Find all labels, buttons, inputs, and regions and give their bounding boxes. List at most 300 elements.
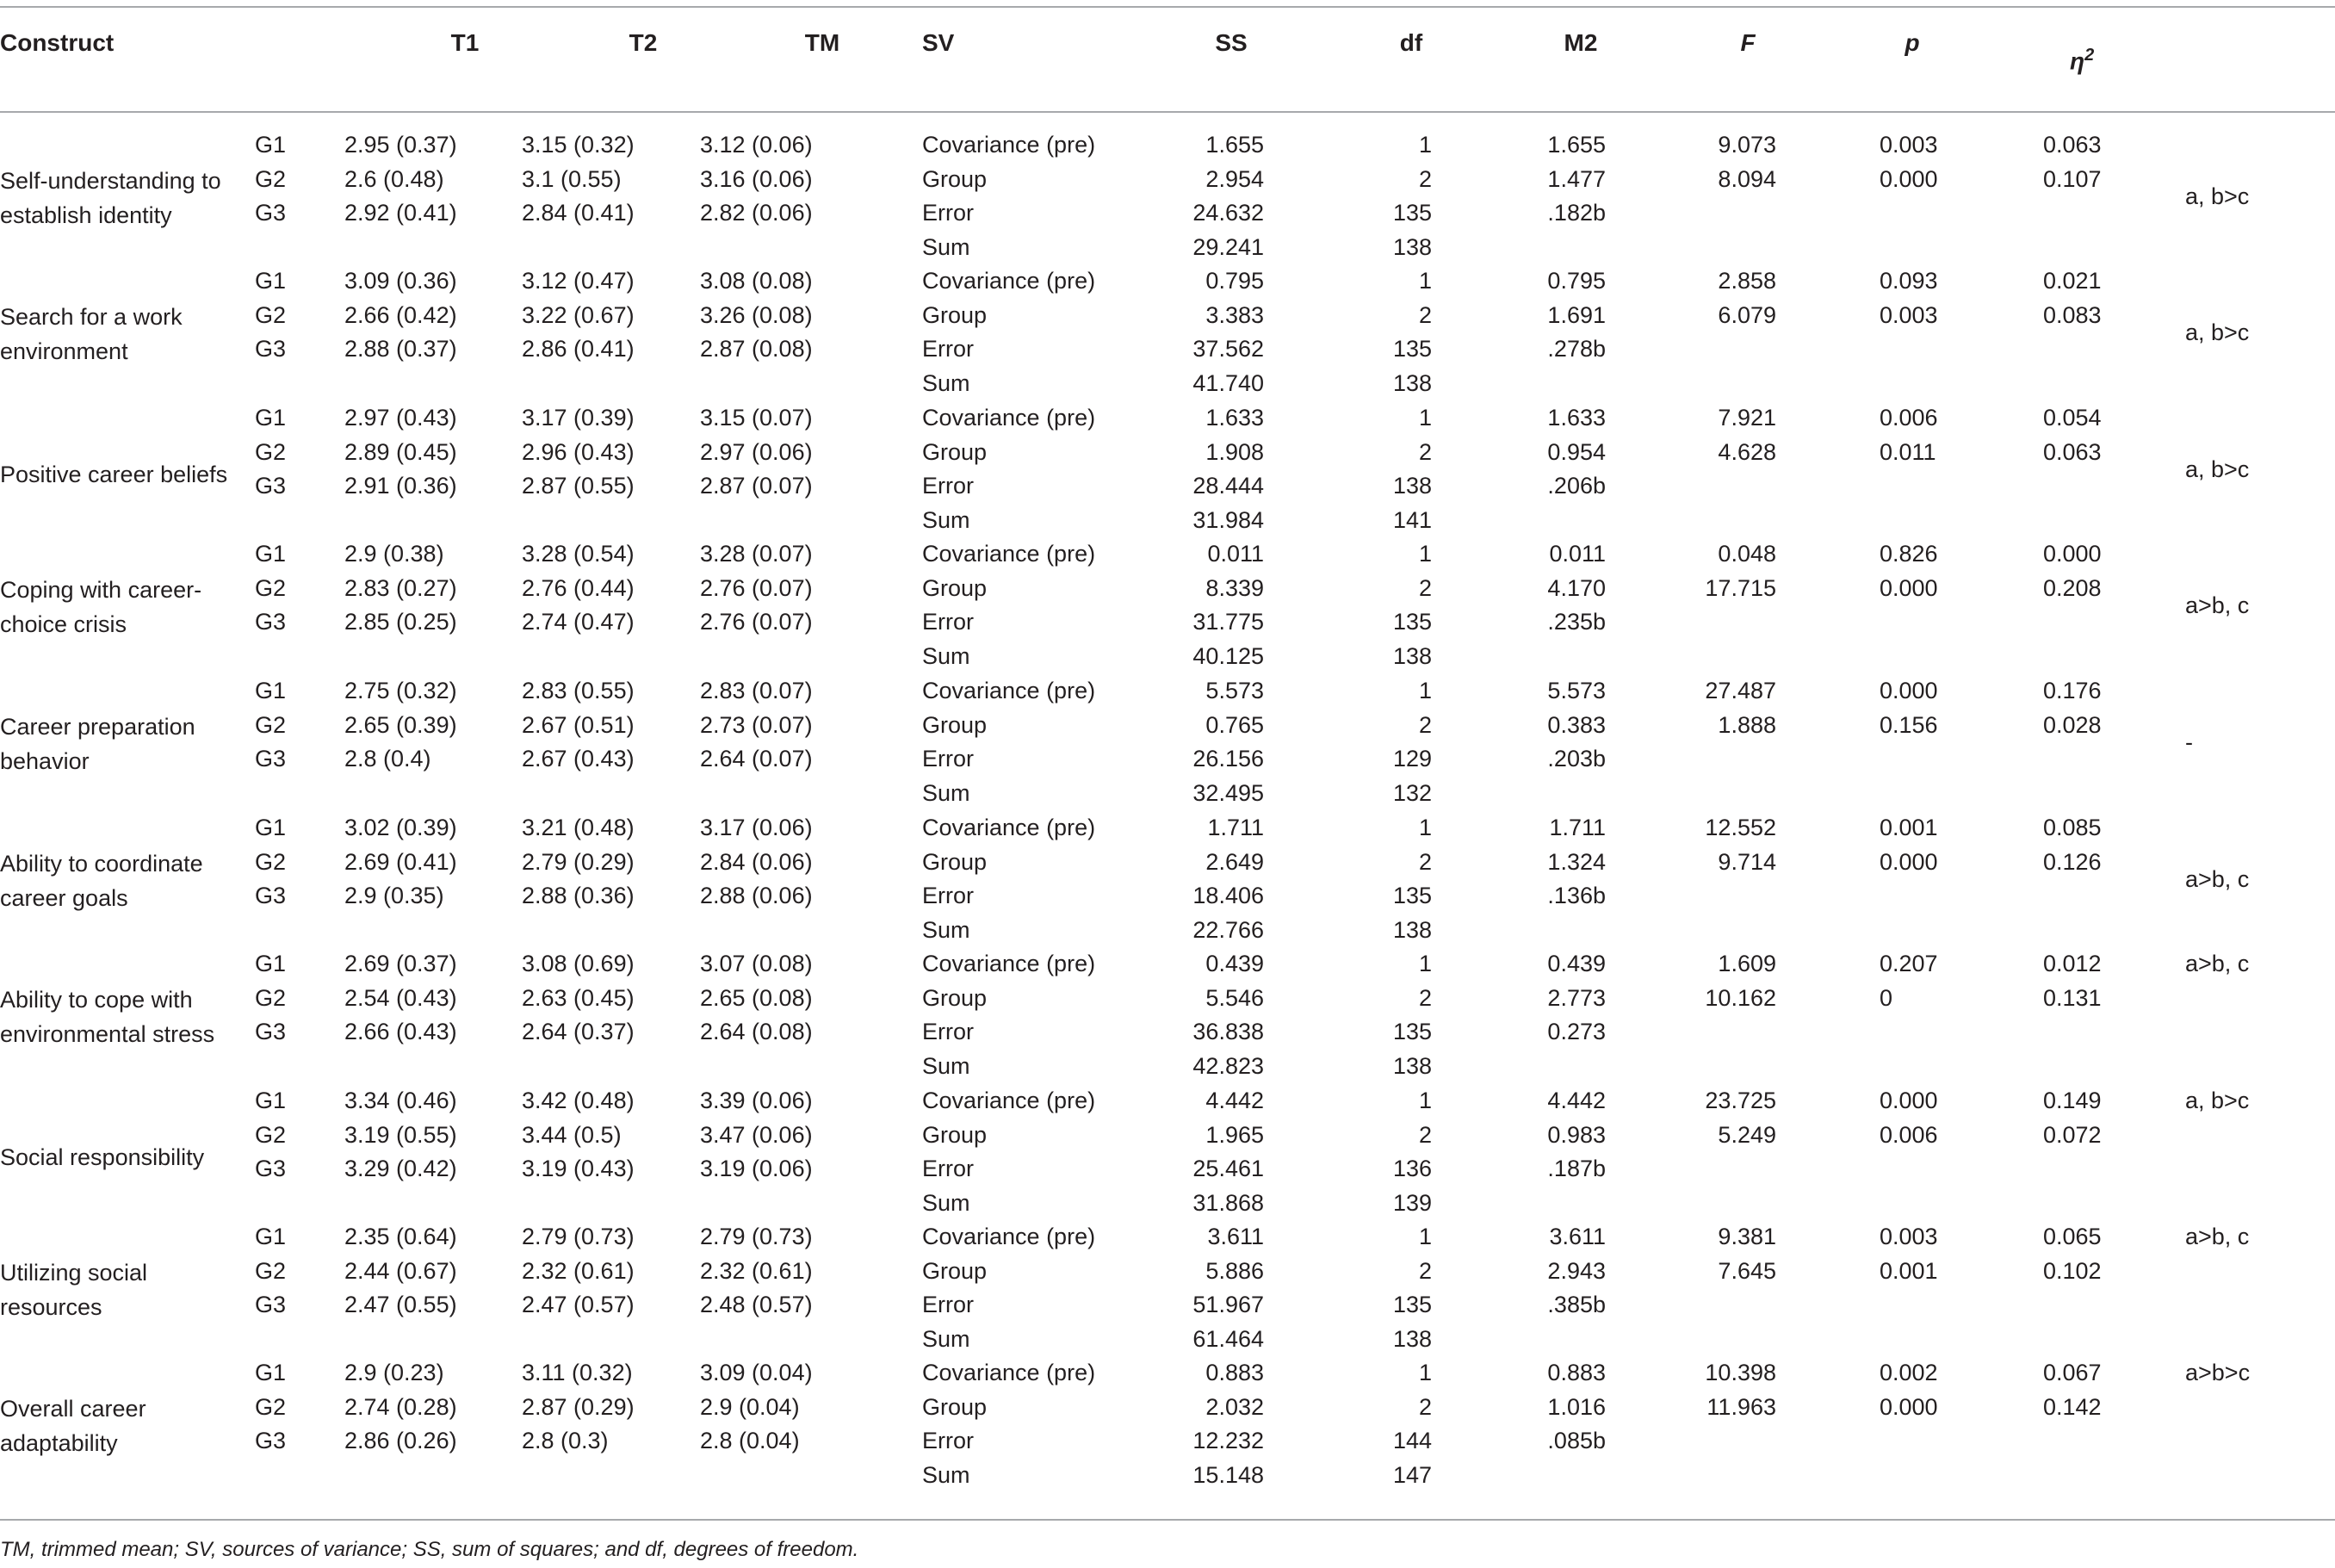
construct-line: environment: [0, 338, 128, 365]
t2-value: 2.86 (0.41): [522, 336, 635, 363]
ss-value: 29.241: [1192, 234, 1264, 261]
t1-value: 2.8 (0.4): [344, 746, 431, 772]
m2-value: 4.442: [1547, 1088, 1606, 1113]
df-value: 135: [1392, 1292, 1432, 1318]
ss-value: 3.611: [1207, 1224, 1264, 1249]
t1-value: 2.54 (0.43): [344, 984, 457, 1011]
t2-value: 3.08 (0.69): [522, 951, 635, 976]
ss-value: 40.125: [1192, 643, 1264, 670]
group-id: G3: [255, 1019, 287, 1045]
group-id: G3: [255, 1428, 287, 1454]
t1-value: 2.85 (0.25): [344, 609, 457, 635]
df-value: 135: [1392, 336, 1432, 363]
t1-value: 2.88 (0.37): [344, 336, 457, 363]
eta-value: 0.102: [2043, 1257, 2102, 1284]
m2-value: 1.711: [1549, 815, 1606, 840]
sv-label: Covariance (pre): [922, 405, 1096, 431]
t2-value: 3.19 (0.43): [522, 1156, 635, 1182]
tm-value: 2.83 (0.07): [700, 678, 813, 703]
m2-value: 0.011: [1549, 541, 1606, 567]
group-id: G2: [255, 711, 287, 738]
eta-value: 0.176: [2043, 678, 2102, 703]
group-id: G1: [255, 1360, 287, 1385]
group-id: G1: [255, 541, 287, 567]
eta-value: 0.012: [2043, 951, 2102, 976]
p-value: 0: [1880, 984, 1893, 1011]
tm-value: 3.39 (0.06): [700, 1088, 813, 1113]
m2-value: 1.016: [1547, 1393, 1606, 1420]
sv-label: Sum: [922, 234, 970, 261]
construct-line: Social responsibility: [0, 1144, 205, 1171]
sv-label: Error: [922, 200, 974, 226]
f-value: 8.094: [1718, 165, 1776, 192]
sv-label: Covariance (pre): [922, 541, 1096, 567]
sv-label: Group: [922, 848, 988, 875]
construct-line: Utilizing social: [0, 1260, 148, 1286]
ss-value: 31.868: [1192, 1190, 1264, 1217]
t1-value: 2.83 (0.27): [344, 574, 457, 601]
construct-label: [0, 1391, 146, 1460]
ss-value: 51.967: [1192, 1292, 1264, 1318]
posthoc-result: a, b>c: [2185, 1088, 2250, 1113]
m2-value: .182b: [1547, 200, 1606, 226]
header-t1: T1: [450, 29, 480, 56]
eta-value: 0.000: [2043, 541, 2102, 567]
ss-value: 31.984: [1192, 507, 1264, 534]
m2-value: 0.795: [1547, 268, 1606, 294]
sv-label: Error: [922, 1428, 974, 1454]
t1-value: 3.34 (0.46): [344, 1088, 457, 1113]
tm-value: 3.15 (0.07): [700, 405, 813, 431]
df-value: 147: [1392, 1462, 1432, 1489]
sv-label: Covariance (pre): [922, 1360, 1096, 1385]
ss-value: 4.442: [1205, 1088, 1264, 1113]
t1-value: 2.47 (0.55): [344, 1292, 457, 1318]
f-value: 12.552: [1705, 815, 1776, 840]
df-value: 1: [1418, 268, 1432, 294]
eta-superscript: 2: [2084, 46, 2095, 65]
tm-value: 2.9 (0.04): [700, 1393, 800, 1420]
tm-value: 2.97 (0.06): [700, 438, 813, 465]
m2-value: 0.983: [1547, 1121, 1606, 1148]
t1-value: 3.19 (0.55): [344, 1121, 457, 1148]
m2-value: 1.655: [1547, 132, 1606, 158]
sv-label: Error: [922, 1292, 974, 1318]
sv-label: Covariance (pre): [922, 815, 1096, 840]
construct-line: Positive career beliefs: [0, 462, 228, 488]
tm-value: 2.88 (0.06): [700, 883, 813, 909]
df-value: 2: [1418, 438, 1432, 465]
f-value: 9.073: [1718, 132, 1776, 158]
sv-label: Error: [922, 883, 974, 909]
group-id: G1: [255, 405, 287, 431]
df-value: 138: [1392, 1053, 1432, 1080]
sv-label: Group: [922, 984, 988, 1011]
construct-line: Overall career: [0, 1396, 146, 1422]
group-id: G2: [255, 1393, 287, 1420]
df-value: 2: [1418, 301, 1432, 328]
df-value: 1: [1418, 678, 1432, 703]
df-value: 136: [1392, 1156, 1432, 1182]
eta-value: 0.028: [2043, 711, 2102, 738]
header-tm: TM: [804, 29, 840, 56]
t2-value: 2.64 (0.37): [522, 1019, 635, 1045]
construct-label: [0, 457, 227, 492]
group-id: G3: [255, 1292, 287, 1318]
p-value: 0.000: [1880, 848, 1938, 875]
df-value: 1: [1418, 815, 1432, 840]
construct-line: career goals: [0, 885, 128, 912]
header-p: p: [1905, 29, 1920, 56]
eta-value: 0.065: [2043, 1224, 2102, 1249]
df-value: 138: [1392, 473, 1432, 499]
t1-value: 2.75 (0.32): [344, 678, 457, 703]
t2-value: 2.47 (0.57): [522, 1292, 635, 1318]
t2-value: 2.84 (0.41): [522, 200, 635, 226]
tm-value: 3.28 (0.07): [700, 541, 813, 567]
construct-line: adaptability: [0, 1430, 118, 1457]
group-id: G1: [255, 678, 287, 703]
tm-value: 2.48 (0.57): [700, 1292, 813, 1318]
ss-value: 0.765: [1205, 711, 1264, 738]
t2-value: 2.87 (0.55): [522, 473, 635, 499]
p-value: 0.003: [1880, 301, 1938, 328]
sv-label: Group: [922, 1121, 988, 1148]
bottom-rule: [0, 1519, 2335, 1521]
construct-line: Ability to coordinate: [0, 851, 203, 877]
t2-value: 3.28 (0.54): [522, 541, 635, 567]
eta-symbol: η: [2070, 47, 2085, 75]
t1-value: 2.65 (0.39): [344, 711, 457, 738]
df-value: 1: [1418, 1224, 1432, 1249]
t1-value: 3.02 (0.39): [344, 815, 457, 840]
construct-line: Search for a work: [0, 304, 183, 331]
m2-value: .278b: [1547, 336, 1606, 363]
ss-value: 3.383: [1205, 301, 1264, 328]
sv-label: Error: [922, 1019, 974, 1045]
tm-value: 2.76 (0.07): [700, 609, 813, 635]
p-value: 0.002: [1880, 1360, 1938, 1385]
t2-value: 2.67 (0.43): [522, 746, 635, 772]
tm-value: 2.8 (0.04): [700, 1428, 800, 1454]
m2-value: 1.633: [1547, 405, 1606, 431]
tm-value: 3.08 (0.08): [700, 268, 813, 294]
eta-value: 0.131: [2043, 984, 2102, 1011]
ss-value: 5.886: [1205, 1257, 1264, 1284]
group-id: G3: [255, 336, 287, 363]
tm-value: 2.32 (0.61): [700, 1257, 813, 1284]
m2-value: 1.324: [1547, 848, 1606, 875]
posthoc-result: a>b, c: [2185, 592, 2250, 618]
df-value: 138: [1392, 1326, 1432, 1353]
group-id: G3: [255, 883, 287, 909]
tm-value: 2.84 (0.06): [700, 848, 813, 875]
group-id: G3: [255, 746, 287, 772]
ss-value: 1.655: [1205, 132, 1264, 158]
sv-label: Group: [922, 301, 988, 328]
m2-value: .136b: [1547, 883, 1606, 909]
m2-value: 0.273: [1547, 1019, 1606, 1045]
p-value: 0.000: [1880, 1088, 1938, 1113]
sv-label: Error: [922, 746, 974, 772]
f-value: 4.628: [1718, 438, 1776, 465]
f-value: 1.609: [1718, 951, 1776, 976]
eta-value: 0.208: [2043, 574, 2102, 601]
ss-value: 61.464: [1192, 1326, 1264, 1353]
header-construct: Construct: [0, 29, 115, 56]
p-value: 0.001: [1880, 1257, 1938, 1284]
m2-value: .385b: [1547, 1292, 1606, 1318]
tm-value: 3.12 (0.06): [700, 132, 813, 158]
t1-value: 2.86 (0.26): [344, 1428, 457, 1454]
t2-value: 2.32 (0.61): [522, 1257, 635, 1284]
df-value: 138: [1392, 643, 1432, 670]
ss-value: 24.632: [1192, 200, 1264, 226]
t2-value: 2.67 (0.51): [522, 711, 635, 738]
f-value: 2.858: [1718, 268, 1776, 294]
ss-value: 37.562: [1192, 336, 1264, 363]
ss-value: 1.908: [1205, 438, 1264, 465]
construct-line: environmental stress: [0, 1021, 215, 1048]
group-id: G2: [255, 984, 287, 1011]
df-value: 2: [1418, 984, 1432, 1011]
p-value: 0.000: [1880, 678, 1938, 703]
p-value: 0.093: [1880, 268, 1938, 294]
t2-value: 2.74 (0.47): [522, 609, 635, 635]
t2-value: 2.79 (0.73): [522, 1224, 635, 1249]
df-value: 135: [1392, 200, 1432, 226]
eta-value: 0.142: [2043, 1393, 2102, 1420]
t1-value: 2.92 (0.41): [344, 200, 457, 226]
group-id: G2: [255, 1121, 287, 1148]
sv-label: Sum: [922, 1190, 970, 1217]
m2-value: 1.691: [1547, 301, 1606, 328]
ss-value: 32.495: [1192, 780, 1264, 807]
m2-value: .085b: [1547, 1428, 1606, 1454]
tm-value: 2.73 (0.07): [700, 711, 813, 738]
tm-value: 2.87 (0.08): [700, 336, 813, 363]
p-value: 0.011: [1880, 438, 1936, 465]
m2-value: 0.883: [1547, 1360, 1606, 1385]
f-value: 10.162: [1705, 984, 1776, 1011]
ss-value: 0.011: [1207, 541, 1264, 567]
eta-value: 0.072: [2043, 1121, 2102, 1148]
tm-value: 2.65 (0.08): [700, 984, 813, 1011]
f-value: 23.725: [1705, 1088, 1776, 1113]
f-value: 5.249: [1718, 1121, 1776, 1148]
eta-value: 0.085: [2043, 815, 2102, 840]
group-id: G2: [255, 848, 287, 875]
sv-label: Sum: [922, 370, 970, 397]
df-value: 2: [1418, 711, 1432, 738]
header-sv: SV: [922, 29, 955, 56]
ss-value: 1.965: [1205, 1121, 1264, 1148]
m2-value: 0.439: [1547, 951, 1606, 976]
df-value: 1: [1418, 1088, 1432, 1113]
df-value: 129: [1392, 746, 1432, 772]
t2-value: 3.44 (0.5): [522, 1121, 622, 1148]
df-value: 141: [1392, 507, 1432, 534]
t2-value: 2.63 (0.45): [522, 984, 635, 1011]
df-value: 1: [1418, 541, 1432, 567]
t2-value: 2.8 (0.3): [522, 1428, 609, 1454]
group-id: G1: [255, 815, 287, 840]
sv-label: Error: [922, 1156, 974, 1182]
p-value: 0.207: [1880, 951, 1938, 976]
tm-value: 3.19 (0.06): [700, 1156, 813, 1182]
group-id: G1: [255, 1224, 287, 1249]
df-value: 132: [1392, 780, 1432, 807]
sv-label: Error: [922, 473, 974, 499]
t1-value: 2.44 (0.67): [344, 1257, 457, 1284]
t2-value: 2.83 (0.55): [522, 678, 635, 703]
t2-value: 2.87 (0.29): [522, 1393, 635, 1420]
m2-value: 2.773: [1547, 984, 1606, 1011]
f-value: 27.487: [1705, 678, 1776, 703]
ss-value: 12.232: [1192, 1428, 1264, 1454]
construct-label: [0, 164, 221, 232]
sv-label: Covariance (pre): [922, 132, 1096, 158]
sv-label: Group: [922, 574, 988, 601]
t1-value: 2.6 (0.48): [344, 165, 444, 192]
df-value: 135: [1392, 1019, 1432, 1045]
sv-label: Sum: [922, 1326, 970, 1353]
tm-value: 2.64 (0.07): [700, 746, 813, 772]
construct-line: choice crisis: [0, 611, 127, 638]
f-value: 11.963: [1706, 1393, 1776, 1420]
posthoc-result: a, b>c: [2185, 319, 2250, 345]
m2-value: 0.383: [1547, 711, 1606, 738]
m2-value: .187b: [1547, 1156, 1606, 1182]
ss-value: 1.711: [1207, 815, 1264, 840]
eta-value: 0.063: [2043, 132, 2102, 158]
m2-value: 4.170: [1547, 574, 1606, 601]
p-value: 0.156: [1880, 711, 1938, 738]
ss-value: 2.954: [1205, 165, 1264, 192]
tm-value: 3.26 (0.08): [700, 301, 813, 328]
t2-value: 3.1 (0.55): [522, 165, 622, 192]
posthoc-result: a>b, c: [2185, 865, 2250, 892]
m2-value: .206b: [1547, 473, 1606, 499]
t1-value: 2.66 (0.43): [344, 1019, 457, 1045]
t2-value: 2.96 (0.43): [522, 438, 635, 465]
construct-label: [0, 300, 183, 369]
tm-value: 3.47 (0.06): [700, 1121, 813, 1148]
eta-value: 0.149: [2043, 1088, 2102, 1113]
ss-value: 22.766: [1192, 917, 1264, 944]
f-value: 0.048: [1718, 541, 1776, 567]
sv-label: Covariance (pre): [922, 951, 1096, 976]
ss-value: 1.633: [1205, 405, 1264, 431]
eta-value: 0.054: [2043, 405, 2102, 431]
posthoc-result: a, b>c: [2185, 456, 2250, 482]
f-value: 6.079: [1718, 301, 1776, 328]
tm-value: 3.17 (0.06): [700, 815, 813, 840]
df-value: 1: [1418, 405, 1432, 431]
sv-label: Group: [922, 711, 988, 738]
f-value: 7.645: [1718, 1257, 1776, 1284]
construct-line: establish identity: [0, 202, 172, 229]
p-value: 0.006: [1880, 1121, 1938, 1148]
df-value: 2: [1418, 165, 1432, 192]
sv-label: Sum: [922, 507, 970, 534]
ss-value: 2.032: [1205, 1393, 1264, 1420]
df-value: 2: [1418, 574, 1432, 601]
ss-value: 5.573: [1205, 678, 1264, 703]
ss-value: 0.883: [1205, 1360, 1264, 1385]
t1-value: 2.91 (0.36): [344, 473, 457, 499]
t2-value: 2.76 (0.44): [522, 574, 635, 601]
eta-value: 0.021: [2043, 268, 2102, 294]
header-df: df: [1399, 29, 1423, 56]
posthoc-result: a>b, c: [2185, 1224, 2250, 1249]
posthoc-result: a>b, c: [2185, 951, 2250, 976]
df-value: 144: [1392, 1428, 1432, 1454]
ss-value: 18.406: [1192, 883, 1264, 909]
sv-label: Sum: [922, 917, 970, 944]
construct-line: Self-understanding to: [0, 168, 221, 195]
ss-value: 26.156: [1192, 746, 1264, 772]
p-value: 0.003: [1880, 1224, 1938, 1249]
eta-value: 0.063: [2043, 438, 2102, 465]
m2-value: .235b: [1547, 609, 1606, 635]
group-id: G2: [255, 165, 287, 192]
construct-label: [0, 1255, 147, 1324]
sv-label: Group: [922, 1393, 988, 1420]
p-value: 0.006: [1880, 405, 1938, 431]
df-value: 2: [1418, 1121, 1432, 1148]
t2-value: 3.15 (0.32): [522, 132, 635, 158]
t1-value: 2.89 (0.45): [344, 438, 457, 465]
ss-value: 36.838: [1192, 1019, 1264, 1045]
t2-value: 2.79 (0.29): [522, 848, 635, 875]
group-id: G2: [255, 438, 287, 465]
t1-value: 2.95 (0.37): [344, 132, 457, 158]
ss-value: 0.795: [1205, 268, 1264, 294]
construct-line: Ability to cope with: [0, 987, 193, 1013]
t1-value: 2.9 (0.38): [344, 541, 444, 567]
sv-label: Sum: [922, 780, 970, 807]
sv-label: Error: [922, 609, 974, 635]
t1-value: 2.97 (0.43): [344, 405, 457, 431]
t2-value: 3.17 (0.39): [522, 405, 635, 431]
p-value: 0.826: [1880, 541, 1938, 567]
header-f: F: [1740, 29, 1756, 56]
tm-value: 2.79 (0.73): [700, 1224, 813, 1249]
sv-label: Sum: [922, 1053, 970, 1080]
m2-value: 1.477: [1547, 165, 1606, 192]
p-value: 0.003: [1880, 132, 1938, 158]
m2-value: 5.573: [1547, 678, 1606, 703]
construct-label: [0, 846, 203, 915]
posthoc-result: a, b>c: [2185, 183, 2250, 209]
group-id: G2: [255, 574, 287, 601]
posthoc-result: a>b>c: [2185, 1360, 2251, 1385]
group-id: G1: [255, 268, 287, 294]
construct-label: [0, 1140, 204, 1174]
group-id: G3: [255, 1156, 287, 1182]
df-value: 1: [1418, 132, 1432, 158]
construct-line: Career preparation: [0, 714, 195, 741]
construct-label: [0, 573, 201, 641]
construct-label: [0, 710, 195, 778]
t1-value: 2.66 (0.42): [344, 301, 457, 328]
ss-value: 5.546: [1205, 984, 1264, 1011]
group-id: G3: [255, 200, 287, 226]
tm-value: 3.09 (0.04): [700, 1360, 813, 1385]
m2-value: 3.611: [1549, 1224, 1606, 1249]
construct-line: behavior: [0, 748, 90, 775]
